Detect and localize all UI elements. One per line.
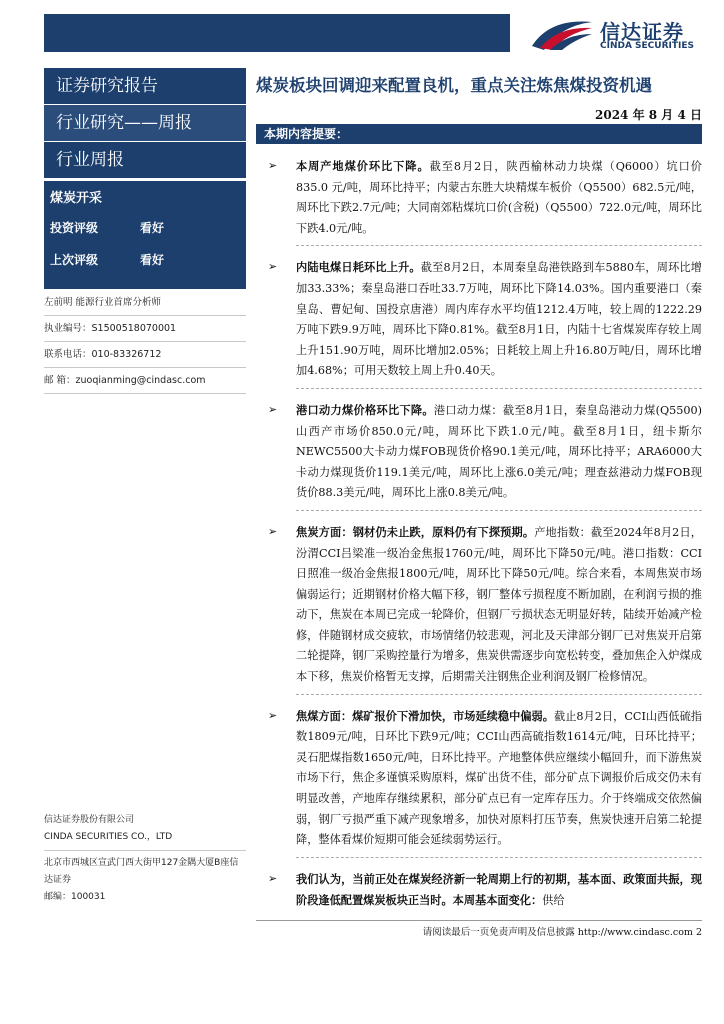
logo-name-cn: 信达证券 [600,20,684,44]
analyst-license: 执业编号：S1500518070001 [44,316,246,342]
item-lead: 焦煤方面：煤矿报价下滑加快，市场延续稳中偏弱。 [296,708,554,723]
rating-label: 投资评级 [50,221,99,235]
analyst-phone: 联系电话：010-83326712 [44,342,246,368]
analyst-name: 左前明 能源行业首席分析师 [44,290,246,316]
cinda-logo-icon [530,16,594,52]
rating-row [50,219,165,236]
summary-item-port-price [268,400,702,511]
logo-name-en: CINDA SECURITIES [600,41,694,51]
item-body: 截至8月2日，本周秦皇岛港铁路到车5880车，周环比增加33.33%；秦皇岛港口吞吐33.7万吨，周环比下降14.03%。国内重要港口（秦皇岛、曹妃甸、国投京唐港）周内库存水平均值1212.4万吨，较上周的1222.29万吨下跌9.9万吨，周环比下降0.81%。截至8月1日，内陆十七省煤炭库存较上周上升151.90万吨，周环比增加2.05%；日耗较上周上升16.80万吨/日，周环比增加4.68%；可用天数较上周上升0.40天。 [296,261,702,378]
item-body: 港口动力煤：截至8月1日，秦皇岛港动力煤(Q5500)山西产市场价850.0元/吨，周环比下跌1.0元/吨。截至8月1日，纽卡斯尔NEWC5500大卡动力煤FOB现货价格90.1美元/吨，周环比持平；ARA6000大卡动力煤现货价119.1美元/吨，周环比上涨6.0美元/吨；理查兹港动力煤FOB现货价88.3美元/吨，周环比上涨0.8美元/吨。 [296,403,702,500]
analyst-info [44,290,246,394]
company-postcode: 邮编：100031 [44,892,106,902]
sidebar [44,68,246,938]
header-bar [44,14,510,52]
company-name-cn: 信达证券股份有限公司 [44,815,135,825]
prev-rating-label: 上次评级 [50,253,99,267]
summary-item-view [268,869,702,912]
bullet-arrow-icon: ➢ [268,708,278,722]
bullet-arrow-icon: ➢ [268,159,278,172]
item-body: 截止8月2日，CCI山西低硫指数1809元/吨，日环比下跌9元/吨；CCI山西高硫指数1614元/吨，日环比持平；灵石肥煤指数1650元/吨，日环比持平。产地整体供应继续小幅回升，而下游焦炭市场下行，焦企多谨慎采购原料，煤矿出货不佳，部分矿点下调报价后成交仍未有明显改善，产地库存继续累积，部分矿点已有一定库存压力。介于终端成交依然偏弱，钢厂亏损严重下减产现象增多，加快对原料打压节奏，焦炭快速开启第二轮提降，整体看煤价短期可能会延续弱势运行。 [296,709,702,847]
brand-logo [530,14,710,54]
item-lead: 焦炭方面：钢材仍未止跌，原料仍有下探预期。 [296,524,535,539]
prev-rating-value: 看好 [140,253,165,267]
company-name-en: CINDA SECURITIES CO.，LTD [44,832,173,842]
company-address: 北京市西城区宣武门西大街甲127金隅大厦B座信达证券 [44,858,239,885]
report-date: 2024 年 8 月 4 日 [595,108,702,122]
item-body: 截至8月2日，陕西榆林动力块煤（Q6000）坑口价 835.0 元/吨，周环比持平；内蒙古东胜大块精煤车板价（Q5500）682.5元/吨，周环比下跌2.7元/吨；大同南郊粘煤坑口价(含税)（Q5500）722.0元/吨，周环比下跌4.0元/吨。 [296,160,702,235]
prev-rating-row [50,251,165,268]
item-body: 供给 [542,894,565,908]
company-divider [44,850,246,851]
summary-heading: 本期内容提要： [256,124,702,144]
summary-item-origin-price [268,156,702,246]
item-lead: 内陆电煤日耗环比上升。 [296,260,421,275]
sidebar-headings [44,68,246,179]
summary-list [268,156,702,923]
sidebar-heading-weekly: 行业周报 [44,142,246,179]
bullet-arrow-icon: ➢ [268,524,278,538]
bullet-arrow-icon: ➢ [268,260,278,274]
summary-item-coking-coal [268,706,702,858]
item-body: 产地指数：截至2024年8月2日，汾渭CCI吕梁准一级冶金焦报1760元/吨，周环比下降50元/吨。港口指数：CCI日照准一级冶金焦报1800元/吨，周环比下降50元/吨。综合来看，本周焦炭市场偏弱运行；近期钢材价格大幅下移，钢厂整体亏损程度不断加剧，在利润亏损的推动下，焦炭在本周已完成一轮降价，但钢厂亏损状态无明显好转，陆续开始减产检修，伴随钢材成交疲软，市场情绪仍较悲观，河北及天津部分钢厂已对焦炭开启第二轮提降，钢厂采购控量行为增多，焦炭供需逐步向宽松转变，叠加焦企入炉煤成本下移，焦炭价格暂无支撑，后期需关注钢焦企业利润及钢厂检修情况。 [296,525,702,684]
footer-divider [256,920,702,921]
sidebar-heading-research: 行业研究——周报 [44,105,246,142]
summary-item-power-coal-usage [268,257,702,389]
item-lead: 我们认为，当前正处在煤炭经济新一轮周期上行的初期，基本面、政策面共振，现阶段逢低配置煤炭板块正当时。本周基本面变化： [296,871,702,908]
rating-value: 看好 [140,221,165,235]
item-lead: 港口动力煤价格环比下降。 [296,402,434,417]
item-lead: 本周产地煤价环比下降。 [296,159,430,173]
bullet-arrow-icon: ➢ [268,871,278,885]
bullet-arrow-icon: ➢ [268,402,278,416]
analyst-email: 邮 箱：zuoqianming@cindasc.com [44,368,246,394]
sector-name: 煤炭开采 [50,191,103,206]
sector-rating-box [44,181,246,289]
report-title: 煤炭板块回调迎来配置良机，重点关注炼焦煤投资机遇 [256,76,652,95]
footer-disclaimer: 请阅读最后一页免责声明及信息披露 http://www.cindasc.com 2 [422,927,702,938]
summary-item-coke [268,522,702,695]
company-info [44,812,246,906]
sidebar-heading-report: 证券研究报告 [44,68,246,105]
